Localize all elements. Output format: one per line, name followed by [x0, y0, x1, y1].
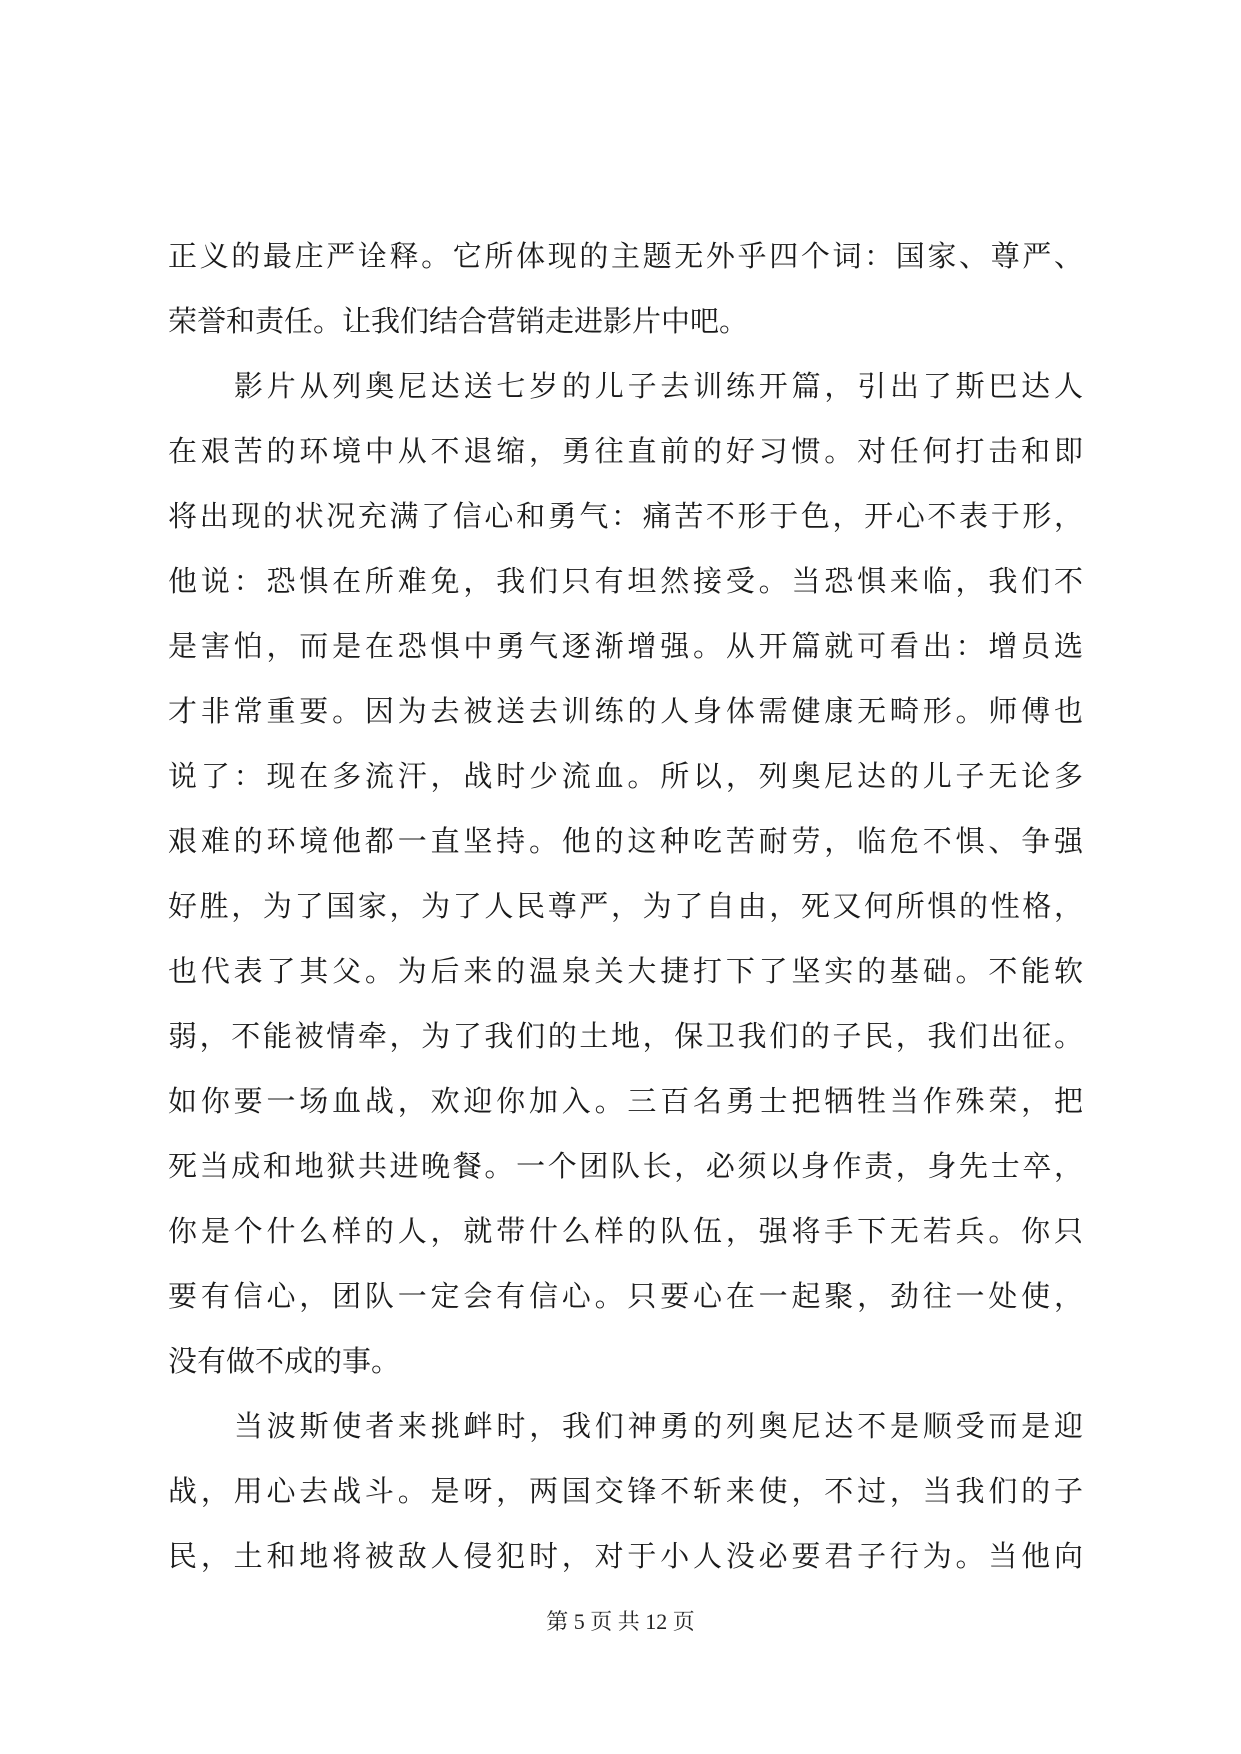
- text-line: 民，土和地将被敌人侵犯时，对于小人没必要君子行为。当他向: [168, 1539, 1083, 1573]
- text-line: 正义的最庄严诠释。它所体现的主题无外乎四个词：国家、尊严、: [168, 239, 1083, 273]
- text-line: 将出现的状况充满了信心和勇气：痛苦不形于色，开心不表于形，: [168, 499, 1083, 533]
- text-line: 当波斯使者来挑衅时，我们神勇的列奥尼达不是顺受而是迎: [234, 1409, 1083, 1443]
- text-line: 他说：恐惧在所难免，我们只有坦然接受。当恐惧来临，我们不: [168, 564, 1083, 598]
- text-line: 死当成和地狱共进晚餐。一个团队长，必须以身作责，身先士卒，: [168, 1149, 1083, 1183]
- text-line: 荣誉和责任。让我们结合营销走进影片中吧。: [168, 304, 749, 338]
- text-line: 没有做不成的事。: [168, 1344, 401, 1378]
- text-line: 说了：现在多流汗，战时少流血。所以，列奥尼达的儿子无论多: [168, 759, 1083, 793]
- text-line: 才非常重要。因为去被送去训练的人身体需健康无畸形。师傅也: [168, 694, 1083, 728]
- text-line: 要有信心，团队一定会有信心。只要心在一起聚，劲往一处使，: [168, 1279, 1083, 1313]
- text-line: 如你要一场血战，欢迎你加入。三百名勇士把牺牲当作殊荣，把: [168, 1084, 1083, 1118]
- text-line: 好胜，为了国家，为了人民尊严，为了自由，死又何所惧的性格，: [168, 889, 1083, 923]
- text-line: 也代表了其父。为后来的温泉关大捷打下了坚实的基础。不能软: [168, 954, 1083, 988]
- text-line: 艰难的环境他都一直坚持。他的这种吃苦耐劳，临危不惧、争强: [168, 824, 1083, 858]
- text-line: 在艰苦的环境中从不退缩，勇往直前的好习惯。对任何打击和即: [168, 434, 1083, 468]
- text-line: 是害怕，而是在恐惧中勇气逐渐增强。从开篇就可看出：增员选: [168, 629, 1083, 663]
- text-line: 弱，不能被情牵，为了我们的土地，保卫我们的子民，我们出征。: [168, 1019, 1083, 1053]
- text-line: 影片从列奥尼达送七岁的儿子去训练开篇，引出了斯巴达人: [234, 369, 1083, 403]
- text-line: 战，用心去战斗。是呀，两国交锋不斩来使，不过，当我们的子: [168, 1474, 1083, 1508]
- page-number-footer: 第 5 页 共 12 页: [546, 1609, 695, 1634]
- text-line: 你是个什么样的人，就带什么样的队伍，强将手下无若兵。你只: [168, 1214, 1083, 1248]
